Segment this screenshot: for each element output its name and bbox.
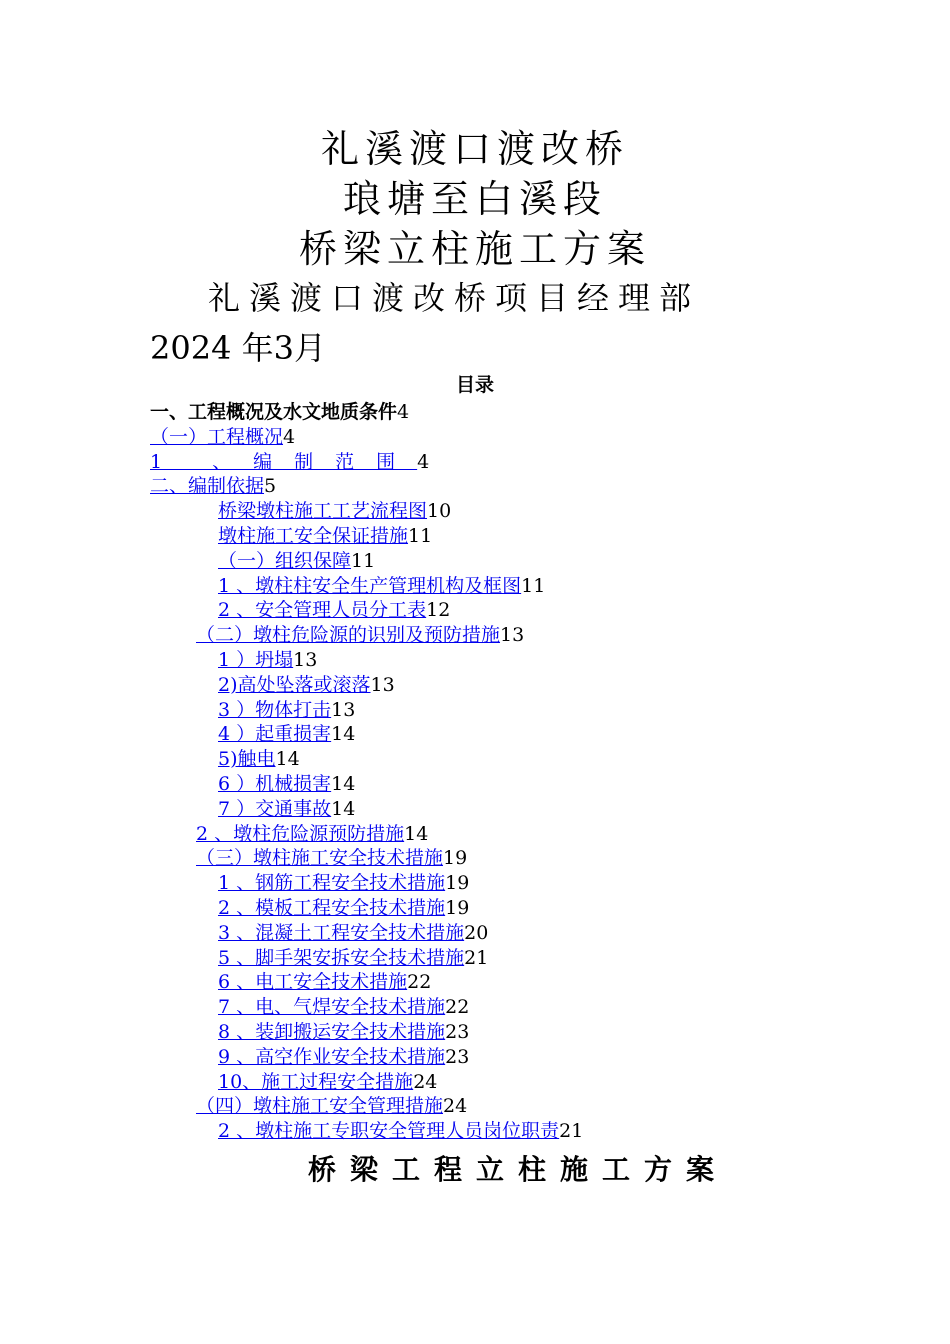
toc-entry[interactable] [218,896,469,921]
toc-entry-title[interactable]: 墩柱施工安全保证措施 [218,525,409,547]
toc-entry-title[interactable]: 桥梁墩柱施工工艺流程图 [218,500,428,522]
body-heading: 桥梁工程立柱施工方案 [308,1153,729,1186]
toc-entry[interactable] [218,574,545,599]
toc-entry-title[interactable]: 6 ）机械损害 [218,773,332,795]
toc-entry-page: 20 [464,922,489,944]
toc-entry-page: 14 [404,823,429,845]
toc-entry[interactable] [218,797,355,822]
toc-entry-title[interactable]: 2 、墩柱施工专职安全管理人员岗位职责 [218,1120,560,1142]
toc-entry-title[interactable]: 10、施工过程安全措施 [218,1071,414,1093]
toc-entry[interactable] [218,722,355,747]
toc-entry-title[interactable]: 2 、模板工程安全技术措施 [218,897,446,919]
toc-entry [150,400,409,425]
toc-entry[interactable] [218,995,469,1020]
toc-entry-title[interactable]: 3 、混凝土工程安全技术措施 [218,922,465,944]
toc-entry[interactable] [218,1119,583,1144]
cover-title-line-1: 礼溪渡口渡改桥 [320,127,629,171]
toc-entry-title[interactable]: 3 ）物体打击 [218,699,332,721]
toc-entry-page: 14 [275,748,300,770]
toc-entry[interactable] [218,772,355,797]
toc-entry-page: 19 [445,872,470,894]
toc-entry-page: 22 [445,996,470,1018]
toc-entry-page: 11 [351,550,376,572]
toc-entry-page: 4 [283,426,296,448]
toc-entry-title[interactable]: 2 、墩柱危险源预防措施 [196,823,405,845]
toc-entry-title[interactable]: 5)触电 [218,748,276,770]
toc-entry-title[interactable]: 2 、安全管理人员分工表 [218,599,427,621]
toc-entry-page: 10 [427,500,452,522]
toc-entry[interactable] [150,450,429,475]
toc-entry-page: 5 [264,475,277,497]
toc-entry-page: 19 [443,847,468,869]
toc-entry[interactable] [218,673,395,698]
toc-entry[interactable] [218,499,451,524]
toc-entry[interactable] [218,1020,469,1045]
toc-entry-page: 13 [500,624,525,646]
toc-entry-page: 21 [464,947,489,969]
toc-entry-title[interactable]: 9 、高空作业安全技术措施 [218,1046,446,1068]
toc-heading: 目录 [455,374,494,396]
toc-entry-title[interactable]: 5 、脚手架安拆安全技术措施 [218,947,465,969]
toc-entry-page: 24 [443,1095,468,1117]
cover-title-line-3: 桥梁立柱施工方案 [298,227,651,271]
toc-entry[interactable] [196,623,524,648]
toc-entry-page: 11 [408,525,433,547]
toc-entry-title[interactable]: 4 ）起重损害 [218,723,332,745]
toc-entry-title[interactable]: 1 、编制范围 [150,451,418,473]
toc-entry-page: 23 [445,1021,470,1043]
toc-entry-title[interactable]: 1 、墩柱柱安全生产管理机构及框图 [218,575,522,597]
toc-entry[interactable] [218,921,488,946]
cover-date: 2024 年3月 [150,329,326,367]
toc-entry-page: 13 [331,699,356,721]
toc-entry-title[interactable]: （四）墩柱施工安全管理措施 [196,1095,444,1117]
toc-entry-title[interactable]: 2)高处坠落或滚落 [218,674,371,696]
toc-entry-title[interactable]: 1 、钢筋工程安全技术措施 [218,872,446,894]
toc-entry[interactable] [218,549,375,574]
cover-title-line-2: 琅塘至白溪段 [342,177,607,221]
toc-entry-page: 4 [397,401,410,423]
toc-entry-title[interactable]: 7 、电、气焊安全技术措施 [218,996,446,1018]
toc-entry[interactable] [218,698,355,723]
toc-entry-page: 23 [445,1046,470,1068]
toc-entry-title[interactable]: （一）组织保障 [218,550,352,572]
toc-entry[interactable] [196,1094,467,1119]
toc-entry[interactable] [196,822,428,847]
toc-entry[interactable] [150,425,295,450]
toc-entry-page: 19 [445,897,470,919]
toc-entry[interactable] [218,1045,469,1070]
toc-entry-title[interactable]: 1 ）坍塌 [218,649,294,671]
toc-entry[interactable] [218,747,300,772]
toc-entry[interactable] [218,648,317,673]
toc-entry-page: 24 [413,1071,438,1093]
toc-entry-title: 一、工程概况及水文地质条件 [150,401,398,423]
toc-entry[interactable] [218,946,488,971]
toc-entry[interactable] [218,1070,437,1095]
toc-entry[interactable] [218,598,450,623]
toc-entry-title[interactable]: （二）墩柱危险源的识别及预防措施 [196,624,501,646]
toc-entry-page: 13 [370,674,395,696]
toc-entry[interactable] [218,524,432,549]
toc-entry-page: 22 [407,971,432,993]
toc-entry-title[interactable]: 7 ）交通事故 [218,798,332,820]
toc-entry-title[interactable]: 二、编制依据 [150,475,265,497]
toc-entry-title[interactable]: （一）工程概况 [150,426,284,448]
toc-entry-title[interactable]: 6 、电工安全技术措施 [218,971,408,993]
toc-entry[interactable] [218,871,469,896]
toc-entry-page: 13 [293,649,318,671]
toc-entry-page: 21 [559,1120,584,1142]
toc-entry[interactable] [150,474,276,499]
toc-entry-page: 11 [521,575,546,597]
toc-entry-page: 12 [426,599,451,621]
toc-entry-page: 14 [331,798,356,820]
toc-entry-page: 14 [331,723,356,745]
toc-entry[interactable] [196,846,467,871]
toc-entry-title[interactable]: 8 、装卸搬运安全技术措施 [218,1021,446,1043]
toc-entry[interactable] [218,970,431,995]
toc-entry-page: 14 [331,773,356,795]
cover-department: 礼溪渡口渡改桥项目经理部 [208,279,701,317]
toc-entry-page: 4 [417,451,430,473]
toc-entry-title[interactable]: （三）墩柱施工安全技术措施 [196,847,444,869]
